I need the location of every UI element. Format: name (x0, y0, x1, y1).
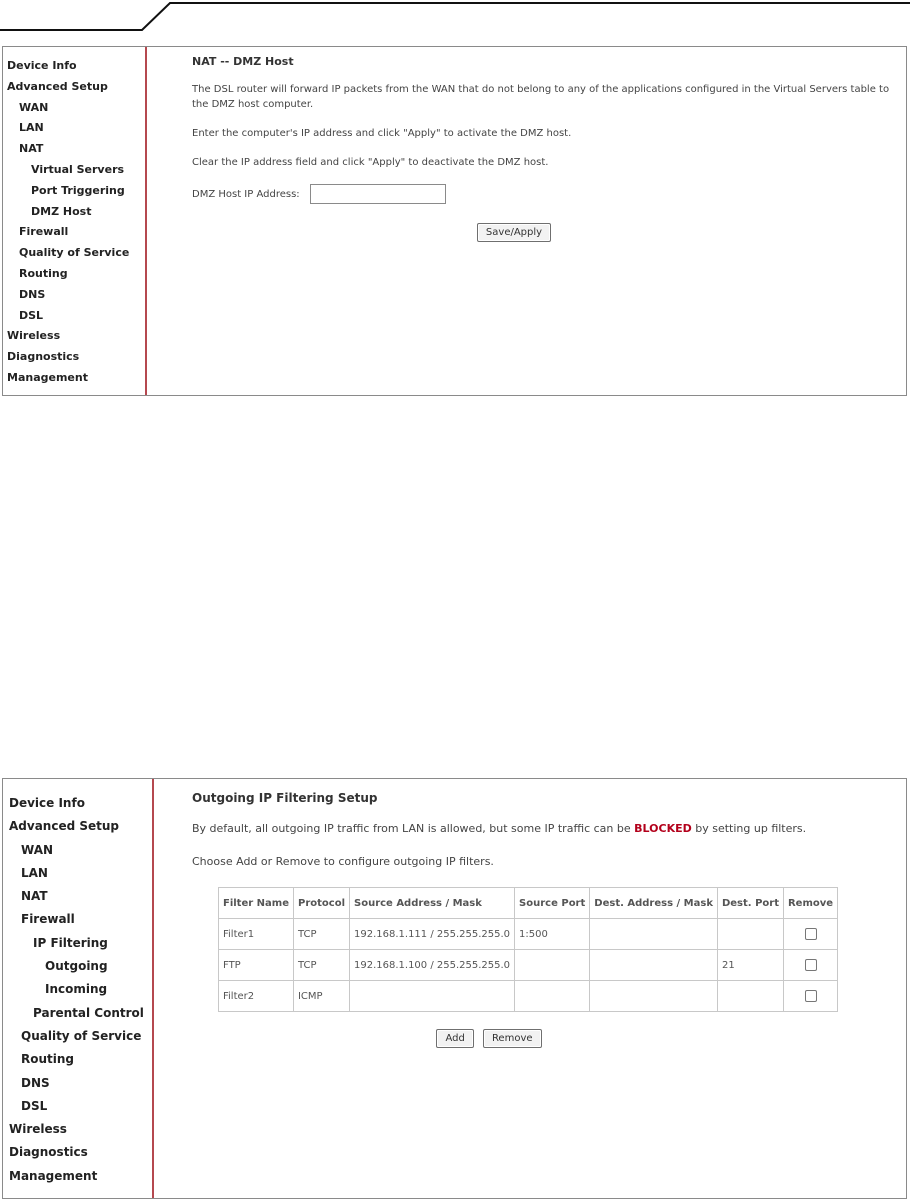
main-content (154, 779, 906, 1198)
sidebar-item-lan[interactable]: LAN (21, 865, 48, 880)
dmz-ip-label: DMZ Host IP Address: (192, 188, 300, 200)
cell-protocol: ICMP (293, 981, 349, 1012)
sidebar-item-diagnostics[interactable]: Diagnostics (9, 1145, 88, 1160)
column-header-filter-name: Filter Name (219, 888, 294, 919)
sidebar-nav (3, 47, 147, 395)
sidebar-item-device-info[interactable]: Device Info (7, 59, 77, 72)
table-row (219, 981, 838, 1012)
remove-checkbox[interactable] (805, 928, 817, 940)
cell-dest-port (717, 919, 783, 950)
sidebar-item-lan[interactable]: LAN (19, 121, 44, 135)
sidebar-item-dsl[interactable]: DSL (19, 308, 44, 322)
sidebar-item-wireless[interactable]: Wireless (9, 1122, 67, 1137)
sidebar-item-dmz-host[interactable]: DMZ Host (31, 204, 92, 218)
dmz-host-panel (2, 46, 907, 396)
column-header-source-port: Source Port (515, 888, 590, 919)
instruction-text: Choose Add or Remove to configure outgoing IP filters. (192, 855, 494, 868)
sidebar-item-parental-control[interactable]: Parental Control (33, 1005, 144, 1020)
sidebar-item-device-info[interactable]: Device Info (9, 796, 85, 810)
column-header-protocol: Protocol (293, 888, 349, 919)
sidebar-item-incoming[interactable]: Incoming (45, 982, 108, 997)
sidebar-item-nat[interactable]: NAT (19, 142, 44, 156)
sidebar-item-quality-of-service[interactable]: Quality of Service (19, 246, 130, 260)
column-header-dest-port: Dest. Port (717, 888, 783, 919)
cell-name: FTP (219, 950, 294, 981)
sidebar-item-management[interactable]: Management (9, 1168, 98, 1183)
cell-dest (590, 950, 718, 981)
cell-protocol: TCP (293, 950, 349, 981)
description-text (192, 821, 906, 836)
column-header-remove: Remove (783, 888, 837, 919)
description-text: The DSL router will forward IP packets from the WAN that do not belong to any of the applications configured in the Virtual Servers table to the DMZ host computer. (192, 84, 890, 110)
sidebar-item-dsl[interactable]: DSL (21, 1098, 48, 1113)
sidebar-item-outgoing[interactable]: Outgoing (45, 959, 108, 974)
page-title: Outgoing IP Filtering Setup (192, 791, 378, 805)
sidebar-item-quality-of-service[interactable]: Quality of Service (21, 1028, 142, 1043)
button-row (192, 1026, 906, 1048)
sidebar-item-ip-filtering[interactable]: IP Filtering (33, 935, 108, 950)
remove-checkbox[interactable] (805, 959, 817, 971)
table-row (219, 950, 838, 981)
sidebar-item-advanced-setup[interactable]: Advanced Setup (9, 819, 120, 834)
filter-table (218, 887, 838, 1012)
cell-source-port: 1:500 (515, 919, 590, 950)
cell-source: 192.168.1.100 / 255.255.255.0 (350, 950, 515, 981)
sidebar-item-dns[interactable]: DNS (21, 1075, 50, 1090)
remove-checkbox[interactable] (805, 990, 817, 1002)
sidebar-menu (3, 47, 145, 389)
cell-remove (783, 981, 837, 1012)
cell-dest-port: 21 (717, 950, 783, 981)
table-header-row (219, 888, 838, 919)
sidebar-item-firewall[interactable]: Firewall (19, 225, 69, 239)
sidebar-item-virtual-servers[interactable]: Virtual Servers (31, 162, 125, 176)
remove-button[interactable]: Remove (483, 1029, 542, 1048)
table-body (219, 919, 838, 1012)
activate-instruction: Enter the computer's IP address and click "Apply" to activate the DMZ host. (192, 128, 572, 139)
cell-source-port (515, 981, 590, 1012)
cell-source (350, 981, 515, 1012)
blocked-label: BLOCKED (634, 822, 692, 835)
page-title: NAT -- DMZ Host (192, 55, 294, 68)
dmz-ip-input[interactable] (310, 184, 446, 204)
save-apply-button[interactable]: Save/Apply (477, 223, 551, 242)
sidebar-menu (3, 779, 152, 1188)
sidebar-item-wan[interactable]: WAN (19, 100, 49, 114)
main-content (147, 47, 906, 395)
column-header-source-address-mask: Source Address / Mask (350, 888, 515, 919)
sidebar-item-routing[interactable]: Routing (19, 266, 68, 280)
cell-dest (590, 981, 718, 1012)
cell-remove (783, 919, 837, 950)
sidebar-item-wan[interactable]: WAN (21, 842, 54, 857)
cell-protocol: TCP (293, 919, 349, 950)
sidebar-item-dns[interactable]: DNS (19, 287, 46, 301)
description-before: By default, all outgoing IP traffic from LAN is allowed, but some IP traffic can be (192, 822, 635, 835)
column-header-dest-address-mask: Dest. Address / Mask (590, 888, 718, 919)
ip-filtering-panel (2, 778, 907, 1199)
description-after: by setting up filters. (691, 822, 807, 835)
sidebar-item-firewall[interactable]: Firewall (21, 912, 75, 927)
add-button[interactable]: Add (436, 1029, 473, 1048)
table-row (219, 919, 838, 950)
button-row (192, 220, 906, 242)
cell-source: 192.168.1.111 / 255.255.255.0 (350, 919, 515, 950)
sidebar-item-diagnostics[interactable]: Diagnostics (7, 350, 80, 364)
sidebar-item-wireless[interactable]: Wireless (7, 329, 61, 343)
sidebar-item-nat[interactable]: NAT (21, 889, 48, 904)
sidebar-item-management[interactable]: Management (7, 370, 88, 384)
cell-dest-port (717, 981, 783, 1012)
sidebar-item-port-triggering[interactable]: Port Triggering (31, 183, 125, 197)
cell-remove (783, 950, 837, 981)
cell-name: Filter1 (219, 919, 294, 950)
sidebar-item-advanced-setup[interactable]: Advanced Setup (7, 79, 108, 93)
header-decoration (0, 0, 910, 34)
cell-dest (590, 919, 718, 950)
cell-source-port (515, 950, 590, 981)
sidebar-nav (3, 779, 154, 1198)
dmz-ip-row (192, 184, 906, 204)
sidebar-item-routing[interactable]: Routing (21, 1052, 75, 1067)
cell-name: Filter2 (219, 981, 294, 1012)
deactivate-instruction: Clear the IP address field and click "Apply" to deactivate the DMZ host. (192, 157, 549, 168)
